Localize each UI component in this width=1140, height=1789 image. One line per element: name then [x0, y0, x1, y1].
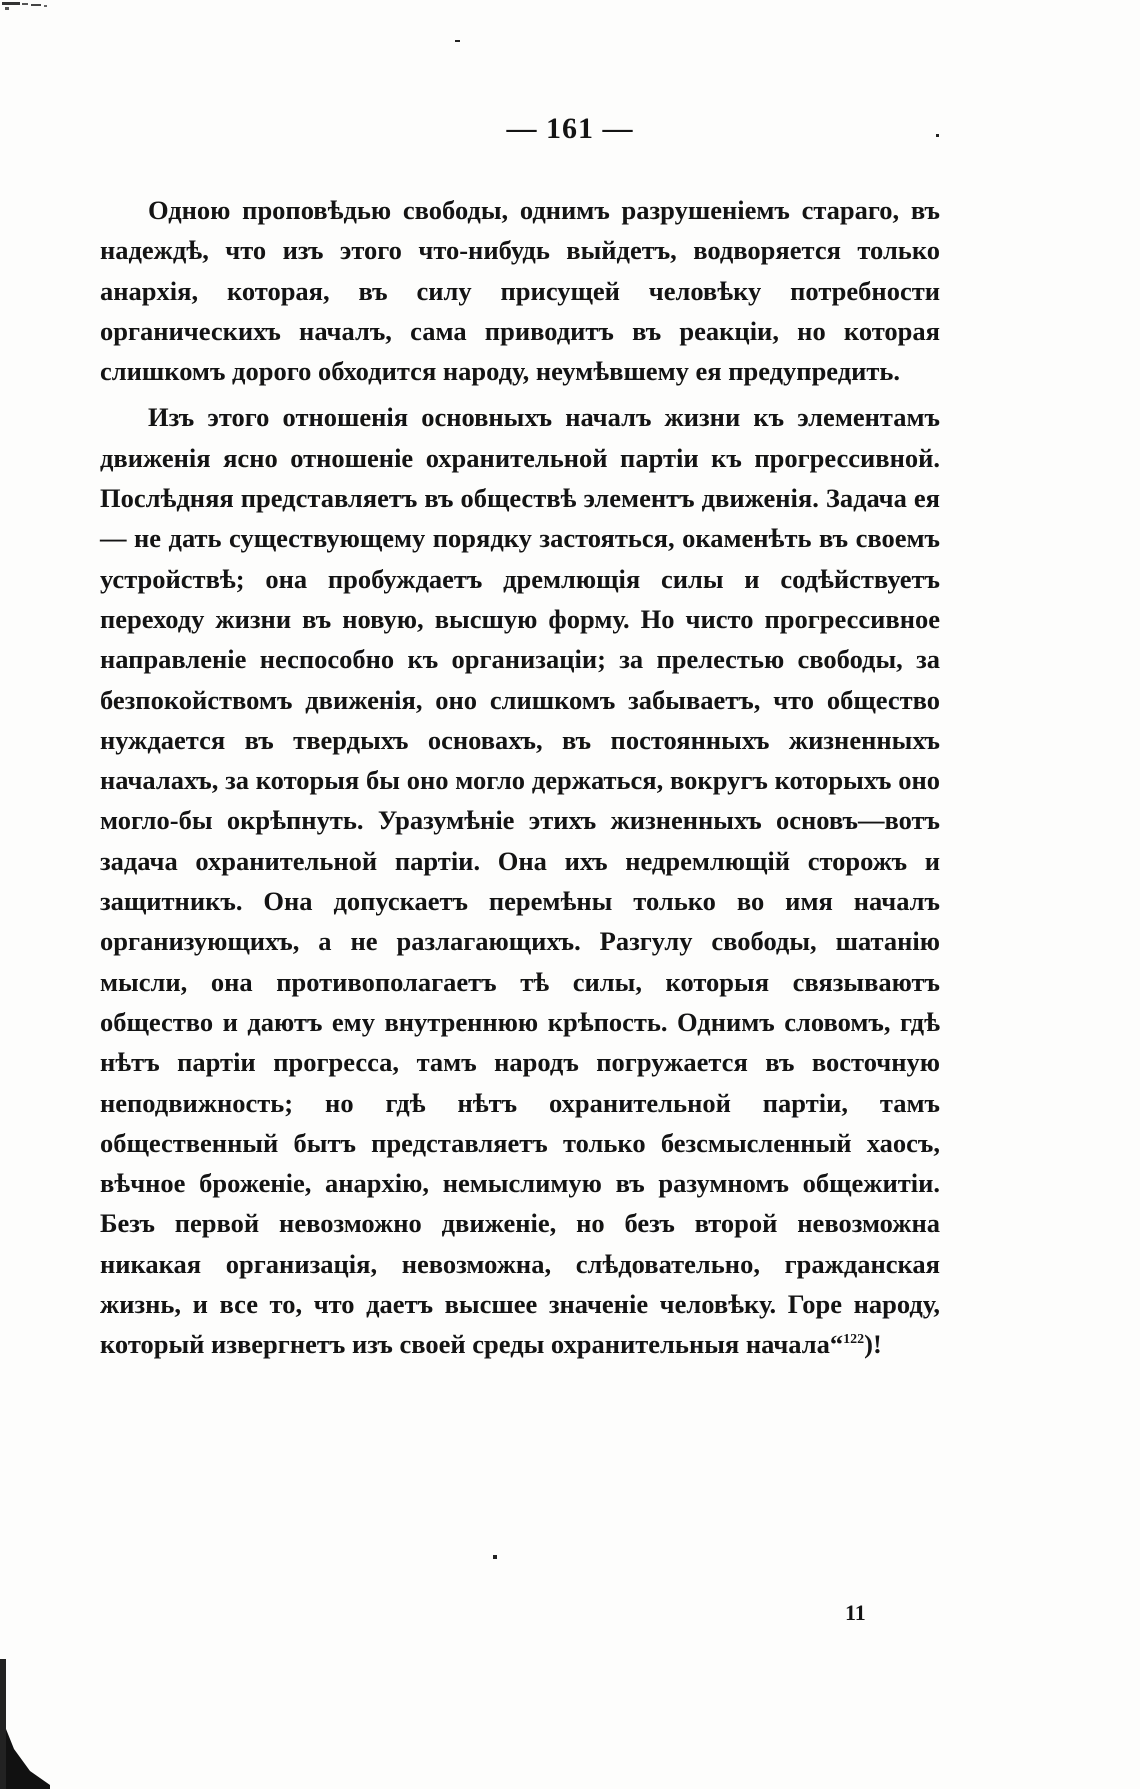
scan-noise-top-left [0, 0, 60, 14]
scan-edge-mark [0, 1659, 54, 1789]
paragraph-2-tail: )! [864, 1329, 882, 1360]
body-text [100, 190, 940, 1365]
signature-mark: 11 [845, 1600, 866, 1625]
footnote-reference: 122 [843, 1332, 865, 1348]
page-number-header: — 161 — [506, 112, 634, 145]
scan-speck [455, 40, 460, 42]
paragraph-2 [100, 397, 940, 1364]
paragraph-1: Одною проповѣдью свободы, однимъ разрушеніемъ стараго, въ надеждѣ, что изъ этого что-нибудь выйдетъ, водворяется только анархія, которая, въ силу присущей человѣку потребности органическихъ началъ, сама приводитъ въ реакціи, но которая слишкомъ дорого обходится народу, неумѣвшему ея предупредить. [100, 195, 940, 387]
paragraph-2-text: Изъ этого отношенія основныхъ началъ жизни къ элементамъ движенія ясно отношеніе охранительной партіи къ прогрессивной. Послѣдняя представляетъ въ обществѣ элементъ движенія. Задача ея — не дать существующему порядку застояться, окаменѣть въ своемъ устройствѣ; она пробуждаетъ дремлющія силы и содѣйствуетъ переходу жизни въ новую, высшую форму. Но чисто прогрессивное направленіе неспособно къ организаціи; за прелестью свободы, за безпокойствомъ движенія, оно слишкомъ забываетъ, что общество нуждается въ твердыхъ основахъ, въ постоянныхъ жизненныхъ началахъ, за которыя бы оно могло держаться, вокругъ которыхъ оно могло-бы окрѣпнуть. Уразумѣніе этихъ жизненныхъ основъ—вотъ задача охранительной партіи. Она ихъ недремлющій сторожъ и защитникъ. Она допускаетъ перемѣны только во имя началъ организующихъ, а не разлагающихъ. Разгулу свободы, шатанію мысли, она противополагаетъ тѣ силы, которыя связываютъ общество и даютъ ему внутреннюю крѣпость. Однимъ словомъ, гдѣ нѣтъ партіи прогресса, тамъ народъ погружается въ восточную неподвижность; но гдѣ нѣтъ охранительной партіи, тамъ общественный бытъ представляетъ только безсмысленный хаосъ, вѣчное броженіе, анархію, немыслимую въ разумномъ общежитіи. Безъ первой невозможно движеніе, но безъ второй невозможна никакая организація, невозможна, слѣдовательно, гражданская жизнь, и все то, что даетъ высшее значеніе человѣку. Горе народу, который извергнетъ изъ своей среды охранительныя начала“ [100, 402, 940, 1360]
scan-speck [493, 1555, 497, 1559]
